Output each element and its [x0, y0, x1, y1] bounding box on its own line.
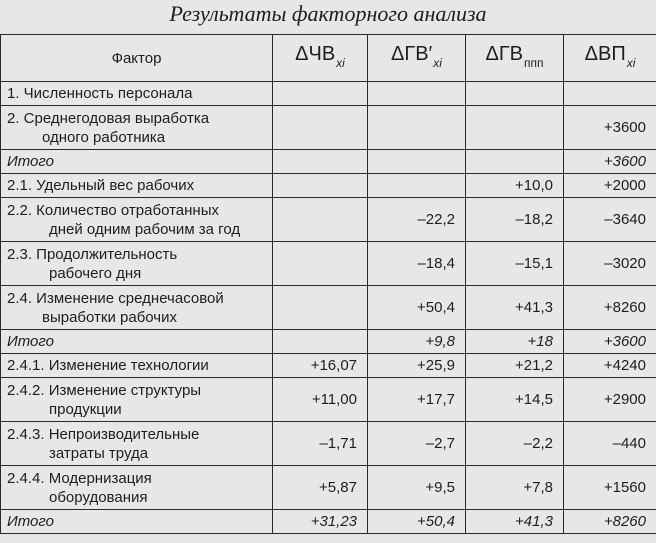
factor-cell: [1, 510, 273, 534]
delta-gv-ppp-cell: +14,5: [466, 378, 564, 422]
header-delta-vp-subscript: xi: [626, 55, 636, 70]
delta-gv-ppp-cell: –2,2: [466, 422, 564, 466]
delta-chv-cell: [273, 330, 368, 354]
delta-gv-ppp-cell: +41,3: [466, 510, 564, 534]
table-row: [1, 106, 656, 150]
factor-label-line: 2.4.4. Модернизация: [7, 469, 152, 487]
factor-label-line: одного работника: [42, 128, 166, 146]
table-row: [1, 198, 656, 242]
delta-chv-cell: [273, 82, 368, 106]
table-row: [1, 422, 656, 466]
table-row: [1, 82, 656, 106]
factor-cell: [1, 330, 273, 354]
factor-cell: [1, 422, 273, 466]
delta-vp-cell: +2000: [564, 174, 656, 198]
header-delta-gv-ppp: [466, 35, 564, 82]
delta-gv-ppp-cell: +41,3: [466, 286, 564, 330]
delta-vp-cell: +3600: [564, 330, 656, 354]
delta-vp-cell: –440: [564, 422, 656, 466]
factor-cell: [1, 198, 273, 242]
delta-vp-cell: +1560: [564, 466, 656, 510]
delta-gv-ppp-cell: +7,8: [466, 466, 564, 510]
delta-chv-cell: +5,87: [273, 466, 368, 510]
factor-label-line: Итого: [7, 333, 54, 350]
delta-gv-prime-cell: +9,5: [368, 466, 466, 510]
delta-gv-ppp-cell: [466, 106, 564, 150]
factor-label-line: оборудования: [49, 488, 148, 506]
table-title: Результаты факторного анализа: [169, 1, 487, 26]
factor-cell: [1, 106, 273, 150]
delta-vp-cell: +8260: [564, 510, 656, 534]
factor-label-line: 1. Численность персонала: [7, 85, 193, 102]
factor-cell: [1, 286, 273, 330]
factor-cell: [1, 354, 273, 378]
delta-gv-ppp-cell: –15,1: [466, 242, 564, 286]
header-delta-vp: [564, 35, 656, 82]
factor-label-line: 2.4.2. Изменение структуры: [7, 381, 202, 399]
header-delta-chv-subscript: xi: [336, 55, 345, 70]
delta-vp-cell: +3600: [564, 150, 656, 174]
header-delta-chv: [273, 35, 368, 82]
delta-chv-cell: [273, 242, 368, 286]
factor-label-line: продукции: [49, 400, 122, 418]
delta-vp-cell: +3600: [564, 106, 656, 150]
factor-label-line: затраты труда: [49, 444, 149, 462]
delta-gv-prime-cell: [368, 150, 466, 174]
table-row: [1, 242, 656, 286]
header-delta-gv-ppp-subscript: ппп: [524, 55, 544, 70]
factor-label-line: 2.1. Удельный вес рабочих: [7, 177, 195, 194]
delta-chv-cell: +16,07: [273, 354, 368, 378]
header-delta-gv-prime-symbol: ΔГВ′: [391, 42, 433, 65]
factor-label-line: 2.4.3. Непроизводительные: [7, 425, 200, 443]
table-row: [1, 378, 656, 422]
delta-chv-cell: [273, 286, 368, 330]
delta-gv-prime-cell: –22,2: [368, 198, 466, 242]
delta-vp-cell: –3020: [564, 242, 656, 286]
delta-vp-cell: –3640: [564, 198, 656, 242]
factor-label-line: рабочего дня: [49, 264, 142, 282]
delta-gv-ppp-cell: –18,2: [466, 198, 564, 242]
header-delta-gv-ppp-symbol: ΔГВ: [485, 42, 524, 65]
factor-label-line: 2. Среднегодовая выработка: [7, 109, 210, 127]
factor-label-line: 2.4.1. Изменение технологии: [7, 357, 209, 374]
table-row: [1, 510, 656, 534]
factor-label-line: выработки рабочих: [42, 308, 177, 326]
header-factor: Фактор: [1, 35, 273, 82]
factor-analysis-table: [0, 34, 656, 534]
table-row: [1, 330, 656, 354]
header-delta-gv-prime-subscript: xi: [433, 55, 442, 70]
header-delta-vp-symbol: ΔВП: [584, 42, 626, 65]
delta-chv-cell: [273, 106, 368, 150]
factor-label-line: Итого: [7, 513, 54, 530]
delta-gv-prime-cell: –2,7: [368, 422, 466, 466]
factor-cell: [1, 150, 273, 174]
table-row: [1, 286, 656, 330]
table-row: [1, 150, 656, 174]
header-delta-gv-prime: [368, 35, 466, 82]
delta-vp-cell: [564, 82, 656, 106]
factor-label-line: 2.3. Продолжительность: [7, 245, 178, 263]
delta-chv-cell: +11,00: [273, 378, 368, 422]
delta-vp-cell: +4240: [564, 354, 656, 378]
factor-label-line: 2.2. Количество отработанных: [7, 201, 219, 219]
delta-chv-cell: [273, 174, 368, 198]
delta-gv-prime-cell: [368, 174, 466, 198]
delta-gv-ppp-cell: +18: [466, 330, 564, 354]
delta-gv-prime-cell: –18,4: [368, 242, 466, 286]
delta-vp-cell: +2900: [564, 378, 656, 422]
delta-chv-cell: [273, 198, 368, 242]
delta-gv-ppp-cell: +21,2: [466, 354, 564, 378]
table-row: [1, 354, 656, 378]
factor-cell: [1, 82, 273, 106]
delta-gv-prime-cell: +25,9: [368, 354, 466, 378]
factor-cell: [1, 466, 273, 510]
delta-gv-prime-cell: +50,4: [368, 286, 466, 330]
delta-gv-prime-cell: +17,7: [368, 378, 466, 422]
factor-cell: [1, 378, 273, 422]
delta-gv-prime-cell: +50,4: [368, 510, 466, 534]
header-delta-chv-symbol: ΔЧВ: [295, 42, 336, 65]
delta-gv-ppp-cell: +10,0: [466, 174, 564, 198]
factor-cell: [1, 174, 273, 198]
delta-vp-cell: +8260: [564, 286, 656, 330]
factor-label-line: 2.4. Изменение среднечасовой: [7, 289, 224, 307]
delta-chv-cell: [273, 150, 368, 174]
delta-gv-prime-cell: +9,8: [368, 330, 466, 354]
delta-gv-ppp-cell: [466, 82, 564, 106]
delta-chv-cell: –1,71: [273, 422, 368, 466]
table-header-row: [1, 35, 656, 82]
table-row: [1, 466, 656, 510]
factor-cell: [1, 242, 273, 286]
table-row: [1, 174, 656, 198]
delta-chv-cell: +31,23: [273, 510, 368, 534]
factor-label-line: дней одним рабочим за год: [49, 220, 241, 238]
delta-gv-ppp-cell: [466, 150, 564, 174]
delta-gv-prime-cell: [368, 82, 466, 106]
delta-gv-prime-cell: [368, 106, 466, 150]
factor-label-line: Итого: [7, 153, 54, 170]
